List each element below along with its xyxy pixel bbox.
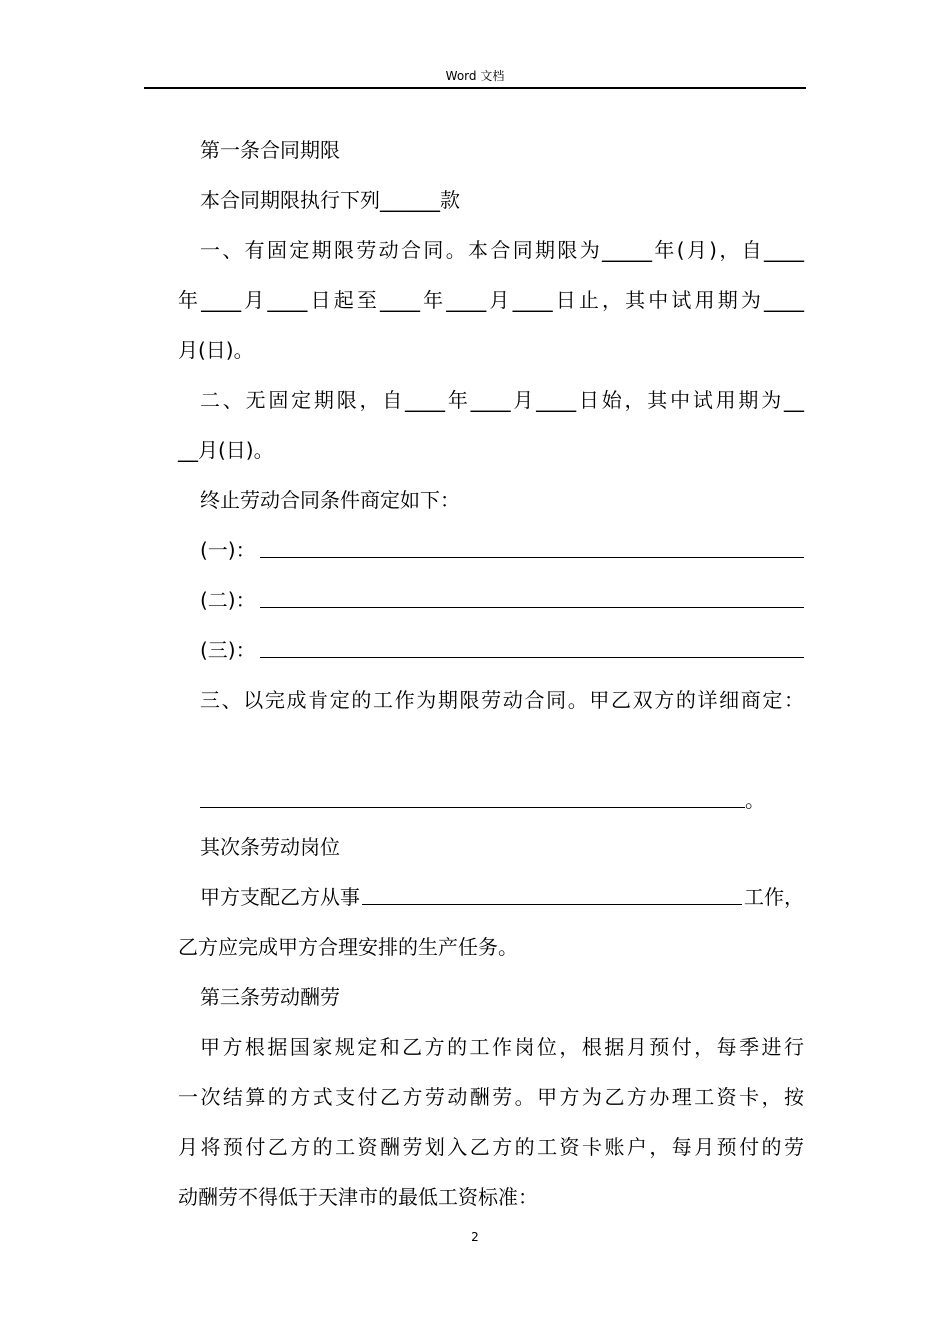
article-1-heading: 第一条合同期限 (200, 138, 340, 162)
condition-blank (260, 607, 804, 608)
paragraph-fixed-term-line-1: 一、有固定期限劳动合同。本合同期限为_____年(月)，自____ (200, 238, 804, 262)
paragraph-open-term-line-1: 二、无固定期限，自____年____月____日始，其中试用期为__ (200, 388, 804, 412)
task-term-blank-line (178, 783, 804, 817)
paragraph-remuneration-line-2: 一次结算的方式支付乙方劳动酬劳。甲方为乙方办理工资卡，按 (178, 1085, 804, 1109)
task-term-blank-end: 。 (745, 788, 765, 812)
paragraph-fixed-term-line-3: 月(日)。 (178, 338, 254, 362)
paragraph-remuneration-line-3: 月将预付乙方的工资酬劳划入乙方的工资卡账户，每月预付的劳 (178, 1135, 804, 1159)
condition-blank (260, 557, 804, 558)
paragraph-position-line-2: 乙方应完成甲方合理安排的生产任务。 (178, 935, 518, 959)
task-term-blank (200, 807, 745, 808)
page-number: 2 (471, 1230, 479, 1244)
header-title: Word 文档 (445, 69, 505, 83)
condition-line-1 (178, 533, 804, 567)
paragraph-position-line-1 (178, 880, 804, 914)
paragraph-task-term: 三、以完成肯定的工作为期限劳动合同。甲乙双方的详细商定： (200, 688, 804, 712)
position-suffix: 工作， (744, 885, 804, 909)
condition-label: (一)： (200, 538, 256, 562)
paragraph-fixed-term-line-2: 年____月____日起至____年____月____日止，其中试用期为____ (178, 288, 804, 312)
paragraph-remuneration-line-1: 甲方根据国家规定和乙方的工作岗位，根据月预付，每季进行 (200, 1035, 804, 1059)
condition-blank (260, 657, 804, 658)
article-2-heading: 其次条劳动岗位 (200, 835, 340, 859)
header-divider (144, 87, 806, 89)
condition-line-2 (178, 583, 804, 617)
condition-label: (二)： (200, 588, 256, 612)
paragraph-remuneration-line-4: 动酬劳不得低于天津市的最低工资标准： (178, 1185, 538, 1209)
article-3-heading: 第三条劳动酬劳 (200, 985, 340, 1009)
paragraph-termination-conditions: 终止劳动合同条件商定如下： (200, 488, 460, 512)
paragraph-open-term-line-2: __月(日)。 (178, 438, 274, 462)
condition-line-3 (178, 633, 804, 667)
condition-label: (三)： (200, 638, 256, 662)
position-prefix: 甲方支配乙方从事 (200, 885, 360, 909)
position-blank (362, 904, 742, 905)
paragraph-term-selection: 本合同期限执行下列______款 (200, 188, 460, 212)
